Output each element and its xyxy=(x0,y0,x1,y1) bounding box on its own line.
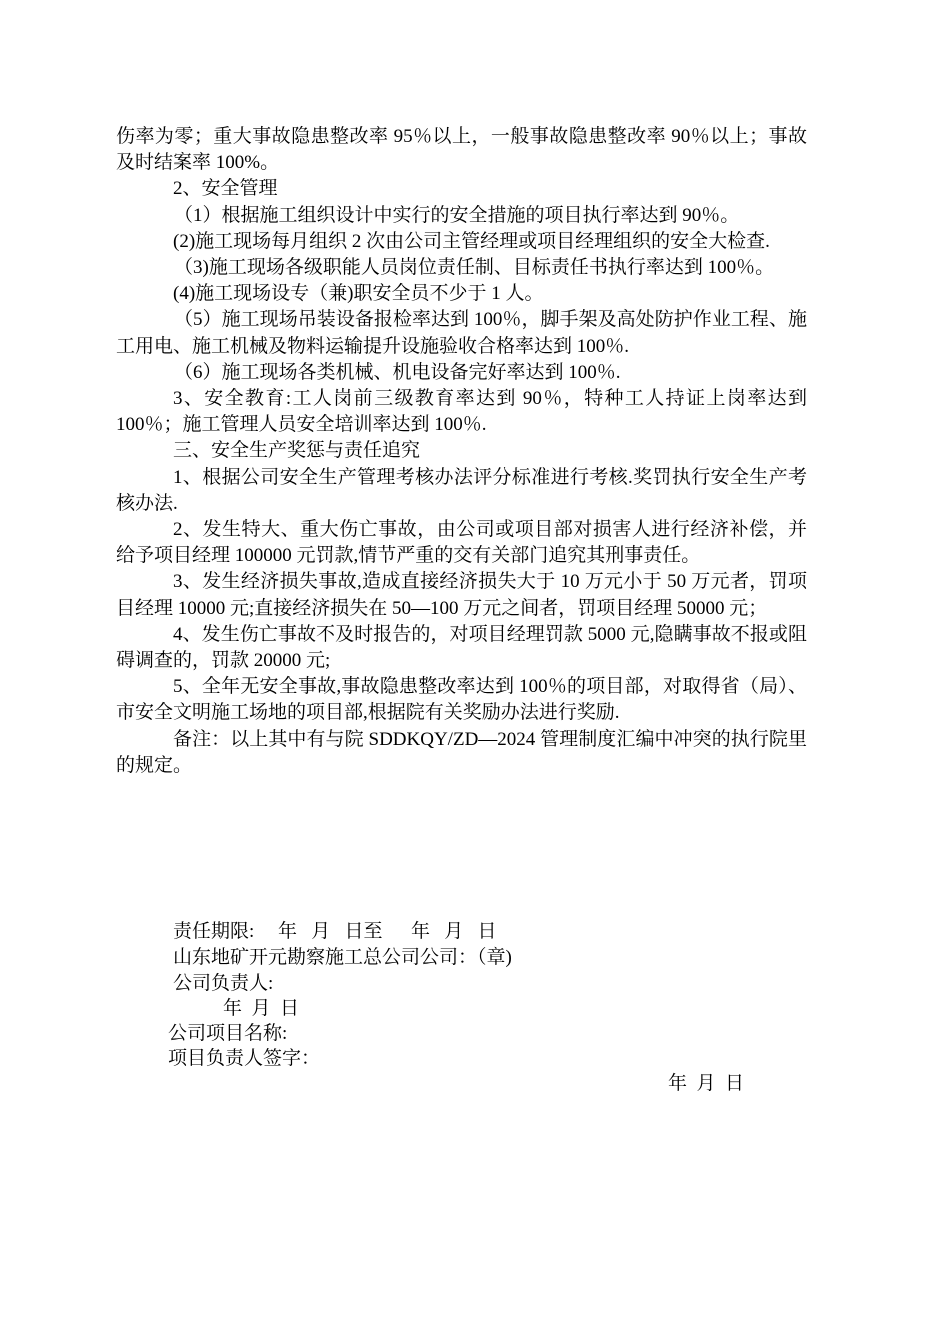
paragraph-item-6: （6）施工现场各类机械、机电设备完好率达到 100％. xyxy=(174,361,621,383)
paragraph-penalty-1: 1、根据公司安全生产管理考核办法评分标准进行考核.奖罚执行安全生产考核办法. xyxy=(116,466,807,514)
paragraph-safety-education: 3、安全教育:工人岗前三级教育率达到 90％，特种工人持证上岗率达到 100％；施工管理人员安全培训率达到 100％. xyxy=(116,388,807,436)
project-head-date: 年 月 日 xyxy=(668,1073,745,1094)
paragraph-penalty-4: 4、发生伤亡事故不及时报告的，对项目经理罚款 5000 元,隐瞒事故不报或阻碍调查的，罚款 20000 元; xyxy=(116,623,807,672)
paragraph-remark: 备注：以上其中有与院 SDDKQY/ZD—2024 管理制度汇编中冲突的执行院里的规定。 xyxy=(116,728,807,776)
responsibility-term-line: 责任期限: 年 月 日至 年 月 日 xyxy=(173,921,497,942)
paragraph-item-2: (2)施工现场每月组织 2 次由公司主管经理或项目经理组织的安全大检查. xyxy=(173,230,770,252)
project-name-label: 公司项目名称: xyxy=(168,1023,288,1044)
paragraph-continuation: 伤率为零；重大事故隐患整改率 95％以上，一般事故隐患整改率 90％以上；事故及时结案率 100%。 xyxy=(116,126,807,174)
paragraph-item-4: (4)施工现场设专（兼)职安全员不少于 1 人。 xyxy=(173,283,544,305)
paragraph-item-3: （3)施工现场各级职能人员岗位责任制、目标责任书执行率达到 100％。 xyxy=(174,257,775,279)
document-body xyxy=(116,124,807,779)
paragraph-penalty-3: 3、发生经济损失事故,造成直接经济损失大于 10 万元小于 50 万元者，罚项目经理 10000 元;直接经济损失在 50—100 万元之间者，罚项目经理 50000 元； xyxy=(116,571,807,619)
paragraph-item-1: （1）根据施工组织设计中实行的安全措施的项目执行率达到 90％。 xyxy=(174,204,740,226)
company-head-date: 年 月 日 xyxy=(223,998,300,1019)
paragraph-penalty-2: 2、发生特大、重大伤亡事故，由公司或项目部对损害人进行经济补偿，并给予项目经理 100000 元罚款,情节严重的交有关部门追究其刑事责任。 xyxy=(116,519,807,567)
paragraph-item-5: （5）施工现场吊装设备报检率达到 100％，脚手架及高处防护作业工程、施工用电、施工机械及物料运输提升设施验收合格率达到 100％. xyxy=(116,309,807,357)
project-head-signature-label: 项目负责人签字： xyxy=(168,1048,321,1069)
section-heading-rewards-penalties: 三、安全生产奖惩与责任追究 xyxy=(173,440,421,462)
section-heading-safety-management: 2、安全管理 xyxy=(173,178,278,200)
company-seal-line: 山东地矿开元勘察施工总公司公司：（章) xyxy=(173,947,512,968)
paragraph-penalty-5: 5、全年无安全事故,事故隐患整改率达到 100％的项目部，对取得省（局）、市安全文明施工场地的项目部,根据院有关奖励办法进行奖励. xyxy=(116,676,807,724)
company-head-label: 公司负责人: xyxy=(173,973,274,994)
